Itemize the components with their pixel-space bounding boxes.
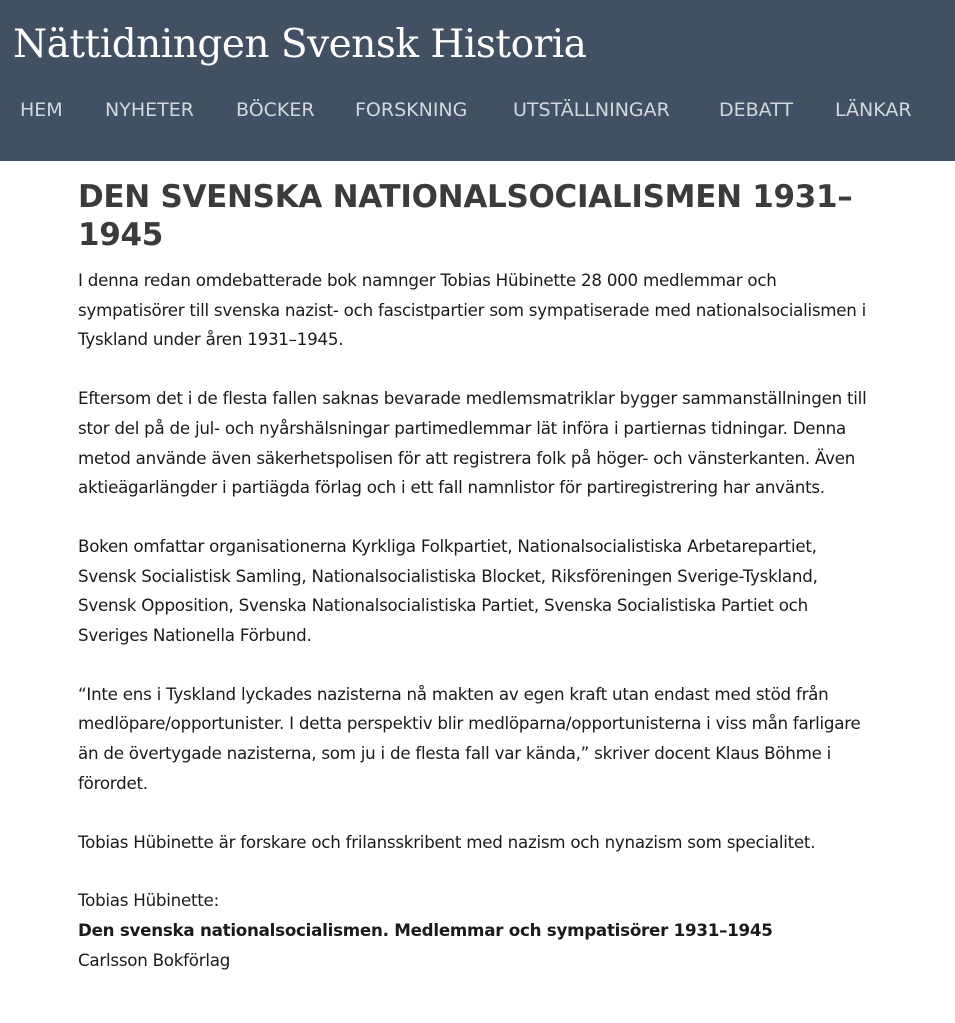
article-paragraph: Boken omfattar organisationerna Kyrkliga Folkpartiet, Nationalsocialistiska Arbetarepartiet, Svensk Socialistisk Samling, Nationalsocialistiska Blocket, Riksföreningen Sverige-Tyskland, Svensk Opposition, Svenska Nationalsocialistiska Partiet, Svenska Socialistiska Partiet och Sveriges Nationella Förbund. <box>78 535 818 646</box>
article-title: DEN SVENSKA NATIONALSOCIALISMEN 1931–1945 <box>78 179 853 253</box>
article-paragraph: Tobias Hübinette är forskare och frilansskribent med nazism och nynazism som specialitet. <box>78 831 816 852</box>
credits-publisher: Carlsson Bokförlag <box>78 949 231 970</box>
book-credits <box>78 886 878 975</box>
article-paragraph: “Inte ens i Tyskland lyckades nazisterna nå makten av egen kraft utan endast med stöd från medlöpare/opportunister. I detta perspektiv blir medlöparna/opportunisterna i viss mån farligare än de övertygade nazisterna, som ju i de flesta fall var kända,” skriver docent Klaus Böhme i förordet. <box>78 683 861 793</box>
nav-item-utstallningar[interactable]: UTSTÄLLNINGAR <box>513 99 670 121</box>
credits-author: Tobias Hübinette: <box>78 890 219 911</box>
nav-item-debatt[interactable]: DEBATT <box>719 99 794 121</box>
nav-item-bocker[interactable]: BÖCKER <box>236 99 315 121</box>
nav-item-hem[interactable]: HEM <box>20 99 63 121</box>
main-nav <box>0 92 955 128</box>
site-header <box>0 0 955 161</box>
site-title[interactable]: Nättidningen Svensk Historia <box>13 22 587 67</box>
article-paragraph: I denna redan omdebatterade bok namnger Tobias Hübinette 28 000 medlemmar och sympatisörer till svenska nazist- och fascistpartier som sympatiserade med nationalsocialismen i Tyskland under åren 1931–1945. <box>78 270 867 350</box>
credits-book-title: Den svenska nationalsocialismen. Medlemmar och sympatisörer 1931–1945 <box>78 919 773 940</box>
article <box>78 178 878 975</box>
nav-item-lankar[interactable]: LÄNKAR <box>835 99 912 121</box>
nav-item-nyheter[interactable]: NYHETER <box>105 99 194 121</box>
nav-item-forskning[interactable]: FORSKNING <box>355 99 468 121</box>
article-paragraph: Eftersom det i de flesta fallen saknas bevarade medlemsmatriklar bygger sammanställningen till stor del på de jul- och nyårshälsningar partimedlemmar lät införa i partiernas tidningar. Denna metod använde även säkerhetspolisen för att registrera folk på höger- och vänsterkanten. Även aktieägarlängder i partiägda förlag och i ett fall namnlistor för partiregistrering har använts. <box>78 388 867 498</box>
